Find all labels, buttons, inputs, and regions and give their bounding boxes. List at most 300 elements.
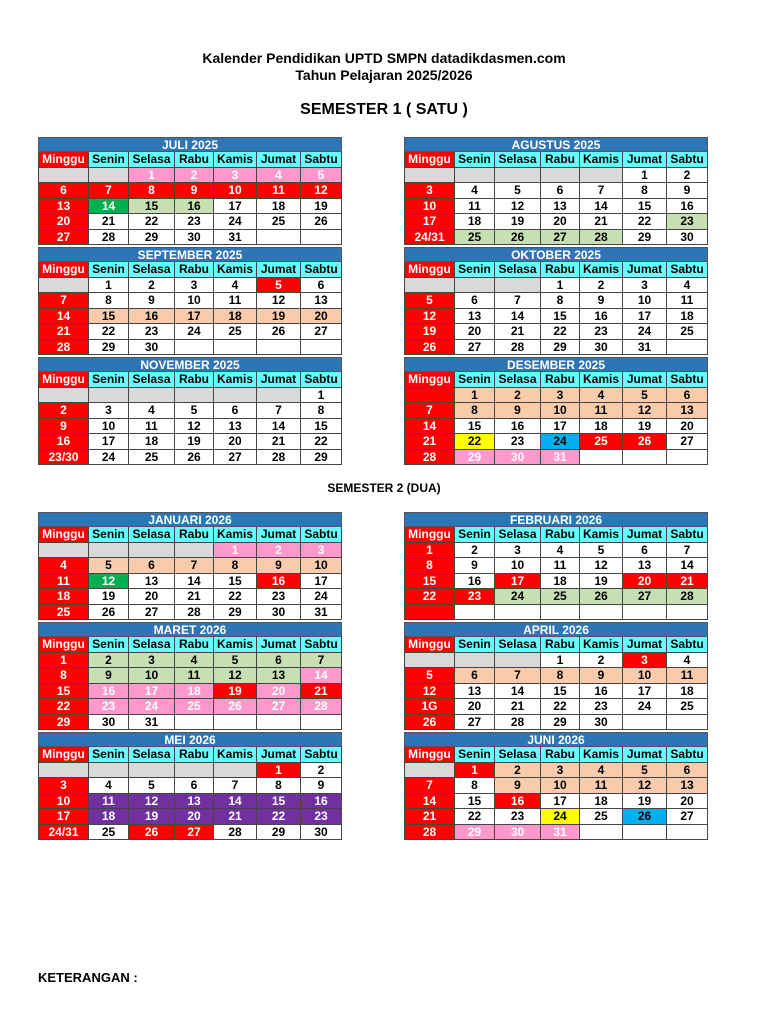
day-cell: 4: [129, 403, 175, 419]
sunday-cell: 24/31: [404, 230, 455, 246]
month-header: MEI 2026: [38, 732, 342, 747]
day-header: Jumat: [623, 637, 667, 653]
day-header: Selasa: [129, 262, 175, 278]
day-cell: 19: [175, 434, 214, 450]
day-header: Minggu: [404, 152, 455, 168]
month-header: APRIL 2026: [404, 622, 708, 637]
sunday-cell: 21: [404, 434, 455, 450]
day-cell: [89, 168, 129, 184]
day-header: Jumat: [623, 372, 667, 388]
day-cell: 9: [257, 558, 301, 574]
day-cell: [495, 278, 541, 294]
day-header: Sabtu: [667, 637, 708, 653]
day-header: Rabu: [175, 527, 214, 543]
day-cell: 14: [580, 199, 623, 215]
day-cell: 1: [541, 278, 580, 294]
day-cell: 28: [301, 699, 342, 715]
month-header: JANUARI 2026: [38, 512, 342, 527]
sunday-cell: [38, 388, 89, 404]
day-cell: 30: [257, 605, 301, 621]
day-header: Rabu: [175, 262, 214, 278]
day-header: Senin: [455, 262, 495, 278]
day-header: Selasa: [495, 262, 541, 278]
day-header: Rabu: [541, 372, 580, 388]
day-cell: 6: [301, 278, 342, 294]
day-cell: 29: [89, 340, 129, 356]
day-cell: 20: [541, 214, 580, 230]
day-cell: 2: [495, 763, 541, 779]
sunday-cell: 5: [404, 293, 455, 309]
day-cell: 22: [541, 324, 580, 340]
day-cell: [175, 388, 214, 404]
day-cell: 29: [455, 450, 495, 466]
day-header: Rabu: [175, 747, 214, 763]
day-cell: 22: [257, 809, 301, 825]
day-cell: [89, 388, 129, 404]
day-cell: 12: [129, 794, 175, 810]
month-grid: [404, 262, 708, 355]
day-cell: 21: [495, 324, 541, 340]
day-cell: 13: [455, 684, 495, 700]
day-cell: 16: [580, 684, 623, 700]
day-header: Sabtu: [301, 152, 342, 168]
day-cell: 6: [257, 653, 301, 669]
day-cell: [667, 825, 708, 841]
day-cell: 22: [455, 434, 495, 450]
sunday-cell: 17: [404, 214, 455, 230]
day-cell: [175, 763, 214, 779]
day-cell: 31: [214, 230, 257, 246]
sunday-cell: 6: [38, 183, 89, 199]
day-cell: 15: [623, 199, 667, 215]
day-cell: 28: [214, 825, 257, 841]
day-cell: 15: [214, 574, 257, 590]
day-header: Senin: [89, 637, 129, 653]
day-cell: 27: [257, 699, 301, 715]
day-cell: 15: [541, 309, 580, 325]
day-cell: 12: [89, 574, 129, 590]
sunday-cell: 15: [404, 574, 455, 590]
day-header: Sabtu: [667, 527, 708, 543]
sunday-cell: 22: [38, 699, 89, 715]
day-header: Sabtu: [301, 747, 342, 763]
day-cell: 23: [89, 699, 129, 715]
day-cell: 21: [214, 809, 257, 825]
day-cell: 5: [214, 653, 257, 669]
day-header: Jumat: [257, 747, 301, 763]
sunday-cell: 17: [38, 809, 89, 825]
sunday-cell: 25: [38, 605, 89, 621]
day-header: Jumat: [623, 152, 667, 168]
day-cell: 8: [214, 558, 257, 574]
day-cell: 18: [175, 684, 214, 700]
day-cell: 8: [301, 403, 342, 419]
month-calendar: [404, 622, 708, 730]
day-cell: 8: [455, 403, 495, 419]
day-cell: 7: [257, 403, 301, 419]
sunday-cell: 28: [404, 825, 455, 841]
day-cell: [623, 825, 667, 841]
day-cell: 19: [89, 589, 129, 605]
day-cell: 11: [580, 403, 623, 419]
day-cell: 30: [129, 340, 175, 356]
day-cell: 29: [257, 825, 301, 841]
day-cell: 11: [257, 183, 301, 199]
day-cell: 10: [129, 668, 175, 684]
day-cell: 19: [129, 809, 175, 825]
day-cell: 19: [623, 419, 667, 435]
day-header: Senin: [89, 152, 129, 168]
day-cell: 27: [623, 589, 667, 605]
sunday-cell: 1G: [404, 699, 455, 715]
day-cell: [495, 168, 541, 184]
day-cell: 8: [257, 778, 301, 794]
day-cell: 6: [455, 668, 495, 684]
day-cell: 26: [129, 825, 175, 841]
day-cell: 29: [541, 340, 580, 356]
day-cell: 2: [301, 763, 342, 779]
day-cell: [214, 763, 257, 779]
day-cell: 11: [667, 668, 708, 684]
day-header: Senin: [455, 637, 495, 653]
day-cell: 6: [214, 403, 257, 419]
sunday-cell: 23/30: [38, 450, 89, 466]
sunday-cell: 14: [38, 309, 89, 325]
sunday-cell: 3: [38, 778, 89, 794]
day-cell: 6: [623, 543, 667, 559]
day-cell: 7: [667, 543, 708, 559]
day-cell: 4: [455, 183, 495, 199]
day-header: Rabu: [541, 747, 580, 763]
day-cell: 26: [175, 450, 214, 466]
day-header: Sabtu: [667, 747, 708, 763]
day-cell: 9: [301, 778, 342, 794]
day-cell: 3: [301, 543, 342, 559]
day-cell: 18: [580, 794, 623, 810]
sunday-cell: [404, 763, 455, 779]
day-cell: 21: [89, 214, 129, 230]
day-cell: 11: [129, 419, 175, 435]
day-cell: 12: [257, 293, 301, 309]
day-cell: 5: [175, 403, 214, 419]
day-header: Sabtu: [301, 372, 342, 388]
day-cell: 12: [580, 558, 623, 574]
day-cell: 10: [89, 419, 129, 435]
day-cell: 26: [214, 699, 257, 715]
sunday-cell: [404, 653, 455, 669]
day-cell: [667, 605, 708, 621]
day-cell: 30: [580, 340, 623, 356]
day-cell: 20: [667, 794, 708, 810]
day-cell: 4: [214, 278, 257, 294]
day-cell: 18: [580, 419, 623, 435]
day-cell: 15: [257, 794, 301, 810]
day-header: Kamis: [580, 262, 623, 278]
day-cell: 15: [455, 419, 495, 435]
sunday-cell: [404, 388, 455, 404]
day-cell: 15: [541, 684, 580, 700]
sunday-cell: 9: [38, 419, 89, 435]
day-cell: 26: [623, 809, 667, 825]
day-cell: 30: [301, 825, 342, 841]
day-header: Selasa: [129, 152, 175, 168]
day-cell: 16: [129, 309, 175, 325]
day-cell: [257, 340, 301, 356]
day-cell: 16: [667, 199, 708, 215]
day-cell: 27: [301, 324, 342, 340]
day-cell: 16: [257, 574, 301, 590]
day-cell: 21: [667, 574, 708, 590]
sunday-cell: 10: [404, 199, 455, 215]
day-header: Sabtu: [667, 372, 708, 388]
day-cell: 31: [541, 450, 580, 466]
day-cell: 17: [175, 309, 214, 325]
day-cell: 12: [495, 199, 541, 215]
day-cell: 5: [580, 543, 623, 559]
day-cell: 6: [175, 778, 214, 794]
day-header: Minggu: [38, 152, 89, 168]
day-cell: 13: [667, 778, 708, 794]
sunday-cell: 12: [404, 684, 455, 700]
sunday-cell: [404, 168, 455, 184]
day-cell: 16: [495, 794, 541, 810]
sunday-cell: 24/31: [38, 825, 89, 841]
day-cell: 5: [495, 183, 541, 199]
day-cell: 20: [623, 574, 667, 590]
day-header: Kamis: [214, 527, 257, 543]
day-cell: 19: [301, 199, 342, 215]
day-cell: [214, 388, 257, 404]
day-cell: 3: [541, 763, 580, 779]
day-header: Rabu: [541, 527, 580, 543]
day-cell: 6: [541, 183, 580, 199]
day-cell: 1: [257, 763, 301, 779]
sunday-cell: 16: [38, 434, 89, 450]
day-cell: 2: [667, 168, 708, 184]
day-header: Rabu: [175, 152, 214, 168]
keterangan-label: KETERANGAN :: [38, 970, 138, 985]
day-cell: 16: [89, 684, 129, 700]
day-header: Selasa: [495, 372, 541, 388]
day-cell: 30: [667, 230, 708, 246]
day-cell: 1: [623, 168, 667, 184]
academic-year: Tahun Pelajaran 2025/2026: [295, 67, 473, 83]
month-grid: [38, 527, 342, 620]
sunday-cell: 5: [404, 668, 455, 684]
day-cell: 8: [541, 293, 580, 309]
day-header: Selasa: [495, 527, 541, 543]
day-cell: 1: [301, 388, 342, 404]
day-cell: 10: [623, 293, 667, 309]
day-cell: 3: [129, 653, 175, 669]
sunday-cell: 26: [404, 340, 455, 356]
day-cell: 8: [129, 183, 175, 199]
day-cell: 25: [175, 699, 214, 715]
day-cell: 25: [580, 434, 623, 450]
day-header: Senin: [89, 262, 129, 278]
day-cell: 14: [175, 574, 214, 590]
sunday-cell: 12: [404, 309, 455, 325]
day-cell: [623, 605, 667, 621]
day-cell: 13: [257, 668, 301, 684]
day-cell: 7: [301, 653, 342, 669]
month-header: MARET 2026: [38, 622, 342, 637]
day-cell: [667, 340, 708, 356]
day-header: Kamis: [214, 152, 257, 168]
day-cell: 9: [455, 558, 495, 574]
day-cell: [455, 653, 495, 669]
day-header: Minggu: [38, 747, 89, 763]
day-cell: 13: [214, 419, 257, 435]
day-cell: 25: [214, 324, 257, 340]
day-cell: [175, 543, 214, 559]
day-cell: 14: [257, 419, 301, 435]
day-cell: 24: [89, 450, 129, 466]
day-cell: [257, 230, 301, 246]
day-cell: 22: [301, 434, 342, 450]
day-cell: 26: [580, 589, 623, 605]
day-header: Kamis: [580, 372, 623, 388]
day-cell: 31: [129, 715, 175, 731]
day-cell: 12: [175, 419, 214, 435]
month-grid: [404, 637, 708, 730]
month-grid: [38, 262, 342, 355]
day-cell: 9: [495, 403, 541, 419]
day-header: Rabu: [541, 637, 580, 653]
day-cell: 23: [580, 699, 623, 715]
day-cell: [541, 168, 580, 184]
day-cell: 30: [495, 450, 541, 466]
day-cell: 28: [89, 230, 129, 246]
day-cell: 17: [89, 434, 129, 450]
day-cell: 26: [495, 230, 541, 246]
month-calendar: [38, 622, 342, 730]
month-calendar: [404, 247, 708, 355]
day-header: Rabu: [541, 152, 580, 168]
semester-2-heading: SEMESTER 2 (DUA): [327, 481, 441, 495]
day-cell: [257, 388, 301, 404]
day-cell: [301, 230, 342, 246]
day-cell: 26: [301, 214, 342, 230]
day-cell: [301, 715, 342, 731]
day-cell: [129, 763, 175, 779]
day-cell: [580, 825, 623, 841]
sunday-cell: 7: [404, 778, 455, 794]
day-cell: 19: [623, 794, 667, 810]
day-cell: 29: [214, 605, 257, 621]
day-header: Minggu: [404, 372, 455, 388]
day-cell: 19: [580, 574, 623, 590]
month-calendar: [404, 357, 708, 465]
day-header: Senin: [455, 747, 495, 763]
day-cell: 10: [301, 558, 342, 574]
sunday-cell: 27: [38, 230, 89, 246]
day-cell: 26: [89, 605, 129, 621]
day-header: Rabu: [175, 637, 214, 653]
day-cell: 17: [623, 309, 667, 325]
day-cell: 14: [89, 199, 129, 215]
day-cell: 17: [623, 684, 667, 700]
day-cell: 9: [580, 668, 623, 684]
day-cell: 3: [623, 653, 667, 669]
day-cell: 6: [667, 388, 708, 404]
day-header: Kamis: [214, 747, 257, 763]
day-cell: 28: [495, 715, 541, 731]
day-cell: 24: [623, 699, 667, 715]
day-cell: 5: [623, 763, 667, 779]
day-cell: 4: [667, 278, 708, 294]
day-cell: [129, 388, 175, 404]
day-cell: 30: [89, 715, 129, 731]
day-header: Kamis: [214, 262, 257, 278]
day-cell: [580, 168, 623, 184]
sunday-cell: 11: [38, 574, 89, 590]
day-cell: 31: [301, 605, 342, 621]
day-header: Rabu: [175, 372, 214, 388]
month-grid: [38, 637, 342, 730]
day-cell: 25: [129, 450, 175, 466]
day-cell: 13: [301, 293, 342, 309]
day-cell: 25: [455, 230, 495, 246]
sunday-cell: 14: [404, 794, 455, 810]
day-cell: 20: [129, 589, 175, 605]
day-cell: 24: [495, 589, 541, 605]
month-header: SEPTEMBER 2025: [38, 247, 342, 262]
day-header: Kamis: [580, 152, 623, 168]
day-cell: 3: [89, 403, 129, 419]
day-cell: [455, 605, 495, 621]
day-cell: 24: [623, 324, 667, 340]
day-cell: 11: [214, 293, 257, 309]
month-calendar: [404, 512, 708, 620]
day-cell: 24: [301, 589, 342, 605]
day-cell: 5: [129, 778, 175, 794]
day-cell: 27: [667, 809, 708, 825]
day-cell: 9: [175, 183, 214, 199]
day-cell: 7: [214, 778, 257, 794]
day-cell: 19: [214, 684, 257, 700]
day-cell: 10: [623, 668, 667, 684]
month-header: OKTOBER 2025: [404, 247, 708, 262]
day-header: Sabtu: [301, 527, 342, 543]
day-header: Minggu: [404, 527, 455, 543]
day-header: Selasa: [129, 527, 175, 543]
day-cell: 21: [495, 699, 541, 715]
day-header: Jumat: [257, 262, 301, 278]
day-header: Selasa: [129, 372, 175, 388]
day-header: Jumat: [257, 372, 301, 388]
month-header: JULI 2025: [38, 137, 342, 152]
day-cell: [667, 450, 708, 466]
day-header: Senin: [455, 152, 495, 168]
day-cell: 4: [257, 168, 301, 184]
day-header: Senin: [455, 527, 495, 543]
day-cell: 23: [455, 589, 495, 605]
day-cell: 8: [455, 778, 495, 794]
day-header: Selasa: [129, 747, 175, 763]
day-cell: 24: [175, 324, 214, 340]
month-grid: [404, 747, 708, 840]
day-cell: 10: [541, 403, 580, 419]
day-header: Minggu: [38, 372, 89, 388]
day-cell: 16: [455, 574, 495, 590]
day-cell: 2: [257, 543, 301, 559]
sunday-cell: 1: [38, 653, 89, 669]
day-cell: 28: [667, 589, 708, 605]
day-cell: 29: [301, 450, 342, 466]
day-cell: 7: [495, 293, 541, 309]
sunday-cell: 28: [38, 340, 89, 356]
